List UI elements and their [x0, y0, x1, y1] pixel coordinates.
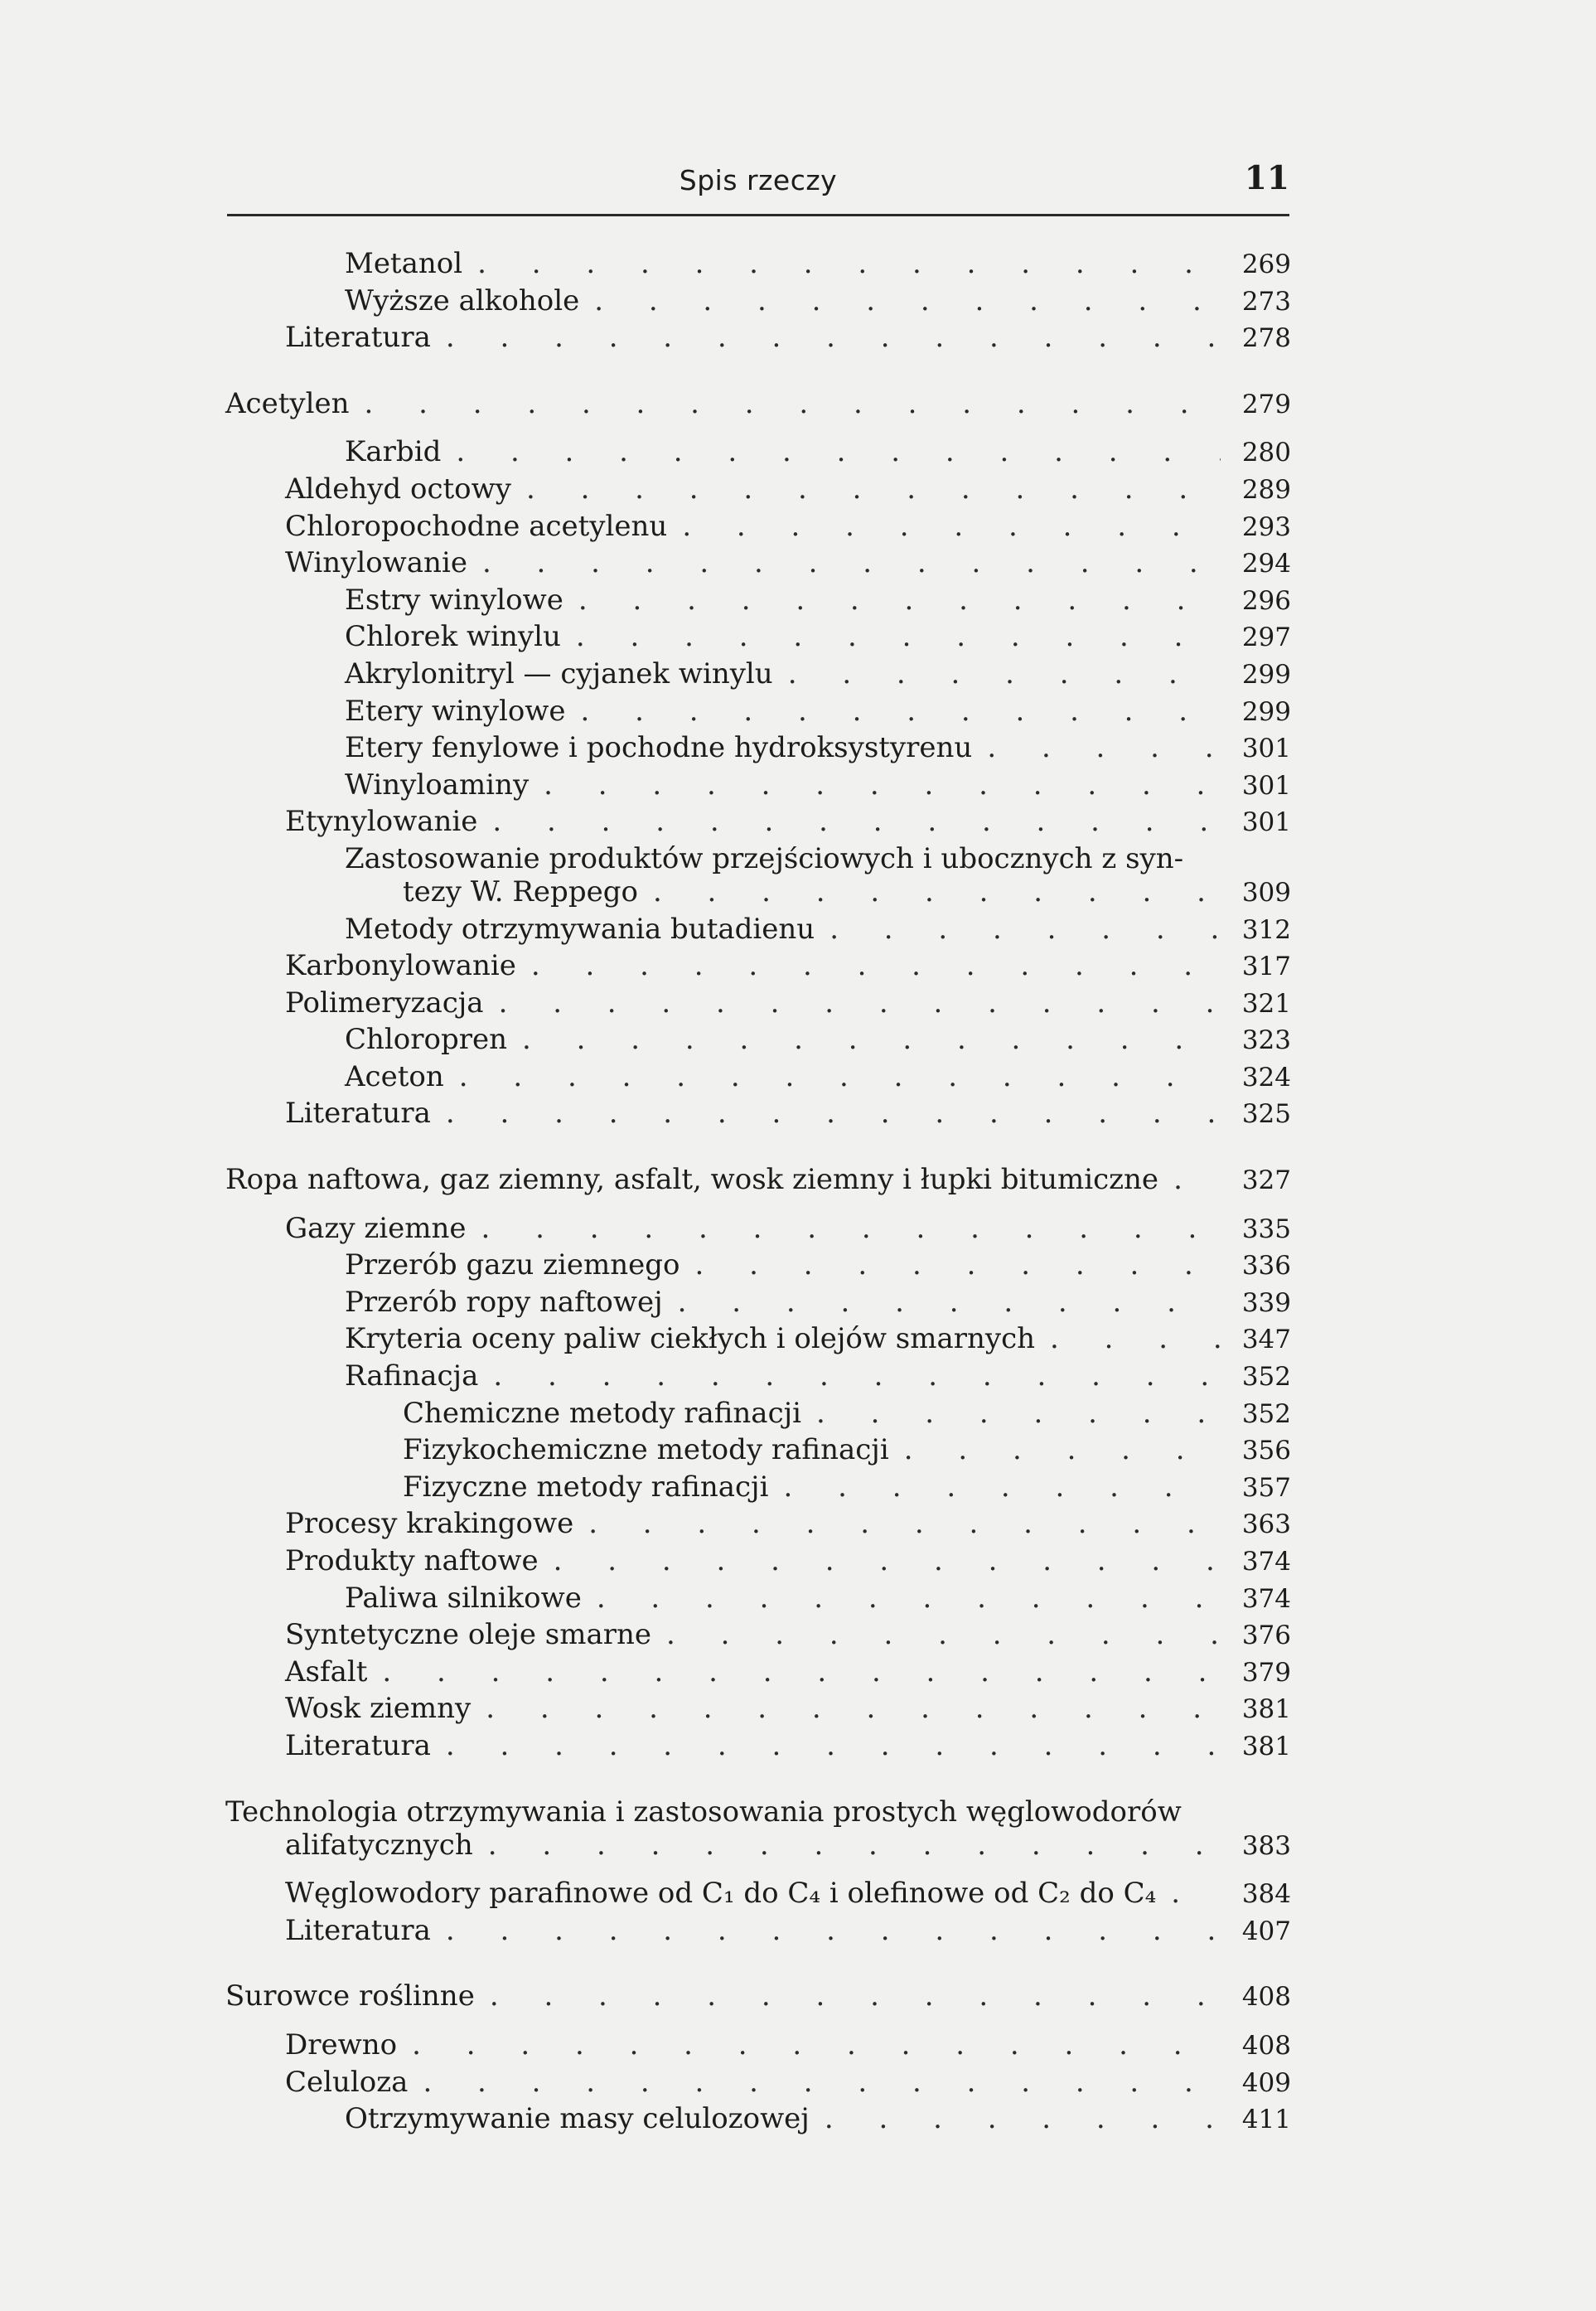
dot-leader: [441, 435, 1221, 468]
dot-leader: [1035, 1322, 1221, 1355]
toc-entry: [225, 657, 1291, 695]
toc-entry: [225, 1097, 1291, 1134]
toc-entry-page: 352: [1241, 1362, 1291, 1393]
dot-leader: [473, 1829, 1221, 1862]
toc-chapter: [225, 1979, 1291, 2017]
toc-entry: [225, 913, 1291, 950]
header-title: Spis rzeczy: [679, 164, 838, 196]
toc-entry-title: Karbonylowanie: [285, 949, 516, 983]
toc-entry: [225, 2066, 1291, 2103]
toc-entry-title: Akrylonitryl — cyjanek winylu: [345, 656, 773, 690]
toc-entry-title: Karbid: [345, 435, 442, 469]
toc-entry-page: 347: [1241, 1325, 1291, 1355]
toc-entry: [225, 731, 1291, 768]
toc-entry: [225, 620, 1291, 657]
dot-leader: [431, 1097, 1221, 1130]
toc-entry: [225, 2028, 1291, 2066]
dot-leader: [801, 1397, 1221, 1430]
dot-leader: [484, 986, 1221, 1020]
dot-leader: [467, 546, 1221, 579]
toc-entry-title: Literatura: [285, 1728, 431, 1762]
dot-leader: [516, 949, 1221, 982]
header-rule: [227, 214, 1289, 216]
dot-leader: [638, 875, 1221, 908]
dot-leader: [444, 1060, 1221, 1093]
dot-leader: [889, 1433, 1221, 1466]
dot-leader: [680, 1248, 1221, 1281]
toc-entry-title: Polimeryzacja: [285, 986, 484, 1020]
header-page-number: 11: [1244, 159, 1289, 197]
dot-leader: [563, 584, 1221, 617]
toc-entry-page: 408: [1241, 2030, 1291, 2061]
toc-entry-page: 279: [1241, 389, 1291, 419]
dot-leader: [573, 1507, 1221, 1540]
toc-entry-page: 321: [1241, 988, 1291, 1019]
toc-entry: [225, 1322, 1291, 1359]
toc-entry-title: Metody otrzymywania butadienu: [345, 912, 815, 946]
toc-entry-page: 374: [1241, 1547, 1291, 1577]
toc-entry: [225, 949, 1291, 986]
dot-leader: [467, 1212, 1221, 1245]
dot-leader: [972, 731, 1221, 764]
toc-entry: [225, 1212, 1291, 1249]
toc-entry-title: Węglowodory parafinowe od C₁ do C₄ i olefinowe od C₂ do C₄: [285, 1877, 1157, 1911]
toc-entry-page: 408: [1241, 1982, 1291, 2013]
toc-entry-page: 356: [1241, 1436, 1291, 1466]
toc-entry: [225, 247, 1291, 284]
toc-entry-title: Drewno: [285, 2028, 398, 2061]
toc-entry-page: 384: [1241, 1879, 1291, 1910]
running-header: [227, 159, 1289, 219]
toc-entry-title: Literatura: [285, 321, 431, 355]
toc-entry-title: Acetylen: [225, 386, 350, 420]
toc-entry-title: Fizyczne metody rafinacji: [403, 1470, 769, 1504]
dot-leader: [651, 1618, 1221, 1651]
toc-entry-page: 407: [1241, 1916, 1291, 1946]
toc-entry-title: Literatura: [285, 1913, 431, 1947]
toc-entry-page: 339: [1241, 1287, 1291, 1318]
toc-entry-title: Fizykochemiczne metody rafinacji: [403, 1433, 889, 1467]
toc-entry-title-continued: alifatycznych: [285, 1828, 473, 1862]
dot-leader: [529, 768, 1221, 802]
dot-leader: [1156, 1877, 1221, 1910]
toc-entry-page: 376: [1241, 1621, 1291, 1651]
toc-entry-title: Chlorek winylu: [345, 620, 561, 654]
toc-entry: [225, 805, 1291, 842]
toc-entry-title: Chloropren: [345, 1023, 508, 1057]
toc-entry: [225, 1655, 1291, 1693]
toc-entry: [225, 1618, 1291, 1655]
toc-entry: [225, 1877, 1291, 1914]
toc-entry-page: 294: [1241, 549, 1291, 579]
dot-leader: [471, 1692, 1221, 1725]
dot-leader: [408, 2066, 1220, 2099]
toc-entry-page: 289: [1241, 474, 1291, 505]
dot-leader: [582, 1582, 1221, 1615]
dot-leader: [579, 284, 1221, 317]
toc-entry-title: Surowce roślinne: [225, 1979, 475, 2013]
toc-entry-page: 357: [1241, 1472, 1291, 1503]
toc-entry-title: Chloropochodne acetylenu: [285, 509, 668, 543]
toc-entry: [225, 1060, 1291, 1097]
toc-entry-title: Procesy krakingowe: [285, 1507, 574, 1541]
dot-leader: [397, 2028, 1221, 2061]
toc-entry-title: Aceton: [345, 1059, 444, 1093]
toc-entry: [225, 1470, 1291, 1508]
toc-entry-page: 323: [1241, 1025, 1291, 1056]
toc-entry-title: Kryteria oceny paliw ciekłych i olejów smarnych: [345, 1322, 1036, 1356]
toc-entry: [225, 546, 1291, 584]
toc-entry-page: 301: [1241, 734, 1291, 764]
toc-entry-title: Zastosowanie produktów przejściowych i ubocznych z syn-: [345, 841, 1184, 875]
toc-entry-wrapped: [225, 842, 1291, 875]
dot-leader: [475, 1979, 1221, 2013]
toc-entry-page: 381: [1241, 1731, 1291, 1761]
toc-entry-page: 278: [1241, 323, 1291, 354]
toc-entry: [225, 1582, 1291, 1619]
toc-entry-page: 273: [1241, 286, 1291, 317]
dot-leader: [477, 805, 1220, 838]
toc-entry-page: 374: [1241, 1583, 1291, 1614]
toc-entry-page: 297: [1241, 623, 1291, 653]
toc-entry-page: 296: [1241, 585, 1291, 616]
toc-entry: [225, 695, 1291, 732]
toc-entry-title: Chemiczne metody rafinacji: [403, 1396, 802, 1430]
toc-entry: [225, 1023, 1291, 1060]
toc-entry-title: Przerób gazu ziemnego: [345, 1248, 680, 1282]
dot-leader: [349, 387, 1220, 420]
toc-entry: [225, 1544, 1291, 1582]
dot-leader: [511, 472, 1221, 506]
toc-entry-continuation: [225, 875, 1291, 913]
dot-leader: [561, 620, 1221, 653]
dot-leader: [768, 1470, 1220, 1504]
toc-entry-page: 352: [1241, 1398, 1291, 1429]
toc-entry: [225, 284, 1291, 322]
dot-leader: [810, 2102, 1221, 2135]
toc-entry-page: 293: [1241, 511, 1291, 542]
toc-entry: [225, 1433, 1291, 1470]
toc-entry: [225, 1729, 1291, 1766]
toc-chapter-wrapped: [225, 1795, 1291, 1829]
toc-entry-title: Syntetyczne oleje smarne: [285, 1618, 651, 1652]
toc-entry-title: Asfalt: [285, 1655, 368, 1688]
toc-entry-title: Etery fenylowe i pochodne hydroksystyrenu: [345, 731, 973, 765]
toc-entry-title-continued: tezy W. Reppego: [403, 874, 638, 908]
toc-entry-page: 363: [1241, 1509, 1291, 1540]
toc-entry-page: 324: [1241, 1062, 1291, 1093]
toc-entry: [225, 1286, 1291, 1323]
toc-entry-title: Ropa naftowa, gaz ziemny, asfalt, wosk ziemny i łupki bitumiczne: [225, 1163, 1159, 1197]
toc-entry: [225, 1507, 1291, 1544]
toc-entry-page: 325: [1241, 1099, 1291, 1130]
toc-entry-title: Etynylowanie: [285, 805, 478, 839]
toc-entry-title: Otrzymywanie masy celulozowej: [345, 2102, 810, 2136]
toc-entry-page: 317: [1241, 952, 1291, 982]
dot-leader: [431, 321, 1221, 354]
toc-entry-title: Aldehyd octowy: [285, 472, 511, 506]
toc-entry-title: Winylowanie: [285, 546, 467, 580]
toc-entry-page: 312: [1241, 914, 1291, 945]
toc-entry-page: 381: [1241, 1694, 1291, 1725]
toc-entry-title: Etery winylowe: [345, 694, 566, 728]
dot-leader: [431, 1914, 1221, 1947]
toc-entry-title: Estry winylowe: [345, 583, 563, 617]
dot-leader: [773, 657, 1221, 690]
toc-entry: [225, 2102, 1291, 2139]
toc-entry-title: Produkty naftowe: [285, 1544, 539, 1577]
toc-entry: [225, 435, 1291, 472]
toc-entry-page: 379: [1241, 1657, 1291, 1688]
toc-entry: [225, 1914, 1291, 1951]
toc-entry-title: Rafinacja: [345, 1359, 479, 1393]
toc-entry-page: 411: [1241, 2105, 1291, 2135]
toc-entry-title: Literatura: [285, 1097, 431, 1131]
toc-entry: [225, 986, 1291, 1024]
toc-entry-continuation: [225, 1829, 1291, 1866]
toc-entry: [225, 472, 1291, 510]
dot-leader: [507, 1023, 1221, 1056]
toc-entry: [225, 1359, 1291, 1397]
toc-entry-page: 336: [1241, 1251, 1291, 1281]
toc-entry-page: 309: [1241, 877, 1291, 908]
toc-entry-title: Wyższe alkohole: [345, 283, 580, 317]
toc-entry-title: Przerób ropy naftowej: [345, 1285, 663, 1319]
toc-entry-title: Winyloaminy: [345, 768, 530, 802]
toc-entry: [225, 768, 1291, 806]
toc-entry-page: 280: [1241, 438, 1291, 468]
toc-entry-title: Technologia otrzymywania i zastosowania prostych węglowodorów: [225, 1795, 1182, 1829]
dot-leader: [1158, 1163, 1221, 1196]
dot-leader: [663, 1286, 1221, 1319]
dot-leader: [815, 913, 1221, 946]
toc-entry-page: 301: [1241, 770, 1291, 801]
dot-leader: [667, 510, 1221, 543]
toc-entry-title: Paliwa silnikowe: [345, 1581, 582, 1615]
toc-entry: [225, 321, 1291, 358]
toc-entry-page: 299: [1241, 696, 1291, 727]
toc-chapter: [225, 1163, 1291, 1200]
toc-entry: [225, 1692, 1291, 1729]
toc-entry-title: Celuloza: [285, 2065, 409, 2099]
table-of-contents: [225, 247, 1291, 2139]
toc-entry-page: 269: [1241, 250, 1291, 279]
dot-leader: [462, 247, 1221, 280]
toc-entry-title: Gazy ziemne: [285, 1211, 467, 1245]
toc-entry-page: 335: [1241, 1214, 1291, 1244]
toc-chapter: [225, 387, 1291, 424]
toc-entry: [225, 584, 1291, 621]
dot-leader: [539, 1544, 1221, 1577]
dot-leader: [478, 1359, 1220, 1393]
toc-entry-page: 299: [1241, 659, 1291, 690]
toc-entry-page: 327: [1241, 1165, 1291, 1196]
toc-entry: [225, 1248, 1291, 1286]
dot-leader: [431, 1729, 1221, 1762]
toc-entry-page: 383: [1241, 1830, 1291, 1861]
toc-entry: [225, 1397, 1291, 1434]
dot-leader: [367, 1655, 1220, 1688]
toc-entry-page: 301: [1241, 807, 1291, 838]
toc-entry: [225, 510, 1291, 547]
toc-entry-title: Metanol: [345, 247, 463, 280]
toc-entry-title: Wosk ziemny: [285, 1692, 472, 1726]
dot-leader: [566, 695, 1221, 728]
toc-entry-page: 409: [1241, 2067, 1291, 2098]
